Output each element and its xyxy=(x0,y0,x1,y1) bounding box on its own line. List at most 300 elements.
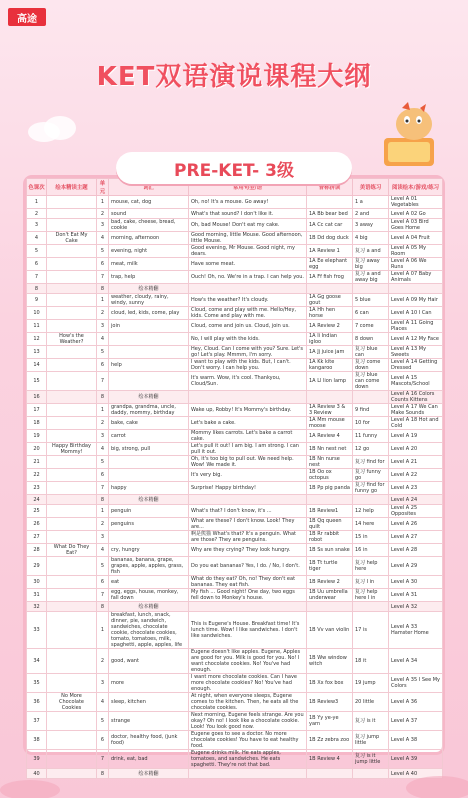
table-cell xyxy=(189,284,307,294)
table-cell xyxy=(47,391,97,404)
table-cell: 绘本精翻 xyxy=(109,602,189,612)
table-row xyxy=(27,495,443,505)
table-cell: Level A 30 xyxy=(389,576,443,589)
table-cell: Eugene drinks milk. He eats apples, tomatoes, and sandwiches. He eats spaghetti. They're not that bad. xyxy=(189,750,307,769)
table-cell: 1A Ee elephant egg xyxy=(307,258,353,271)
table-cell: bananas, banana, grape, grapes, apple, apples, grass, fish xyxy=(109,557,189,576)
table-cell: 复习 I in xyxy=(353,576,389,589)
table-cell xyxy=(47,284,97,294)
table-cell: 5 xyxy=(27,245,47,258)
table-cell xyxy=(47,505,97,518)
table-cell: Level A 23 xyxy=(389,482,443,495)
table-cell: 1B Zz zebra zoo xyxy=(307,731,353,750)
table-cell: 2 xyxy=(97,417,109,430)
table-cell xyxy=(47,576,97,589)
table-cell: Level A 39 xyxy=(389,750,443,769)
table-cell xyxy=(353,284,389,294)
table-cell xyxy=(47,320,97,333)
table-cell: Oh, no! It's a mouse. Go away! xyxy=(189,196,307,209)
table-cell: Level A 17 We Can Make Sounds xyxy=(389,404,443,417)
table-cell: 1B Yy ye-ye yarn xyxy=(307,712,353,731)
table-row xyxy=(27,557,443,576)
table-cell: 6 xyxy=(97,731,109,750)
table-cell: Level A 04 Fruit xyxy=(389,232,443,245)
table-row xyxy=(27,307,443,320)
table-cell: Level A 16 Colors Counts Kittens xyxy=(389,391,443,404)
table-cell: 2 xyxy=(97,649,109,674)
table-cell: 3 away xyxy=(353,219,389,232)
table-cell: Level A 12 My Face xyxy=(389,333,443,346)
table-cell: 1A Review 2 xyxy=(307,320,353,333)
table-cell: 10 for xyxy=(353,417,389,430)
table-cell: sound xyxy=(109,209,189,219)
table-cell: 啊是熊猫 What's that? It's a penguin. What are those? They are penguins. xyxy=(189,531,307,544)
table-row xyxy=(27,196,443,209)
table-cell xyxy=(353,495,389,505)
table-cell: Level A 21 xyxy=(389,456,443,469)
table-cell xyxy=(47,359,97,372)
table-cell: I want more chocolate cookies. Can I have more chocolate cookies? No! You've had enough. xyxy=(189,674,307,693)
table-row xyxy=(27,430,443,443)
table-cell: 27 xyxy=(27,531,47,544)
table-cell: 3 xyxy=(97,320,109,333)
table-cell: meat, milk xyxy=(109,258,189,271)
table-cell: 1B Nn nurse nest xyxy=(307,456,353,469)
table-cell xyxy=(47,294,97,307)
table-cell: 6 xyxy=(97,469,109,482)
table-cell: cry, hungry xyxy=(109,544,189,557)
curriculum-table xyxy=(26,178,443,779)
table-cell: 2 and xyxy=(353,209,389,219)
table-header: 音标拼读 xyxy=(307,179,353,196)
table-cell: eat xyxy=(109,576,189,589)
table-cell: 33 xyxy=(27,612,47,649)
table-cell: 绘本精翻 xyxy=(109,284,189,294)
table-cell: Level A 07 Baby Animals xyxy=(389,271,443,284)
table-cell: 1 xyxy=(97,612,109,649)
table-cell: 28 xyxy=(27,544,47,557)
table-cell: At night, when everyone sleeps, Eugene comes to the kitchen. Then, he eats all the chocolate cookies. xyxy=(189,693,307,712)
table-cell xyxy=(47,589,97,602)
table-cell: 5 xyxy=(97,712,109,731)
table-cell: 1A Mm mouse moose xyxy=(307,417,353,430)
table-cell: 绘本精翻 xyxy=(109,495,189,505)
table-cell: 26 xyxy=(27,518,47,531)
table-cell: 1B Review 2 xyxy=(307,576,353,589)
table-cell: 1 xyxy=(97,294,109,307)
page-title: KET双语演说课程大纲 xyxy=(96,62,372,92)
table-cell: Have some meat. xyxy=(189,258,307,271)
table-cell xyxy=(47,518,97,531)
table-cell: 1A Review 3 & 3 Review xyxy=(307,404,353,417)
table-row xyxy=(27,333,443,346)
table-cell: Level A 25 Opposites xyxy=(389,505,443,518)
table-cell: It's very big. xyxy=(189,469,307,482)
table-cell xyxy=(47,372,97,391)
table-cell: breakfast, lunch, snack, dinner, pie, sandwich, sandwiches, chocolate cookie, chocolate cookies, tomato, tomatoes, milk, spaghetti, apple, apples, life xyxy=(109,612,189,649)
table-cell: 6 xyxy=(27,258,47,271)
table-cell: Level A 35 I See My Colors xyxy=(389,674,443,693)
table-cell: join xyxy=(109,320,189,333)
table-cell xyxy=(47,482,97,495)
table-cell: This is Eugene's House. Breakfast time! It's lunch time. Wow! I like sandwiches. I don't like sandwiches. xyxy=(189,612,307,649)
table-cell: 30 xyxy=(27,576,47,589)
table-cell: 3 xyxy=(97,531,109,544)
table-cell: Good evening, Mr Mouse. Good night, my dears. xyxy=(189,245,307,258)
table-cell xyxy=(109,372,189,391)
table-cell: Level A 02 Go xyxy=(389,209,443,219)
table-row xyxy=(27,612,443,649)
table-cell: 31 xyxy=(27,589,47,602)
table-cell: 17 is xyxy=(353,612,389,649)
table-cell: 37 xyxy=(27,712,47,731)
table-cell: Oh, bad Mouse! Don't eat my cake. xyxy=(189,219,307,232)
table-cell: 8 xyxy=(97,602,109,612)
table-cell: bad, cake, cheese, bread, cookie xyxy=(109,219,189,232)
table-cell: 6 can xyxy=(353,307,389,320)
table-cell: 15 in xyxy=(353,531,389,544)
table-cell: doctor, healthy food, (junk food) xyxy=(109,731,189,750)
table-cell: mouse, cat, dog xyxy=(109,196,189,209)
table-cell xyxy=(47,495,97,505)
table-cell: 1B Vv van violin xyxy=(307,612,353,649)
table-cell: Level A 34 xyxy=(389,649,443,674)
table-cell: Cloud, come and join us. Cloud, join us. xyxy=(189,320,307,333)
table-cell xyxy=(307,602,353,612)
table-cell xyxy=(353,602,389,612)
table-cell: 4 xyxy=(97,232,109,245)
table-cell: 4 xyxy=(97,443,109,456)
table-cell xyxy=(47,649,97,674)
table-row xyxy=(27,518,443,531)
cloud-decoration-icon xyxy=(24,110,84,146)
table-row xyxy=(27,456,443,469)
table-cell: egg, eggs, house, monkey, fall down xyxy=(109,589,189,602)
table-cell: 5 xyxy=(97,346,109,359)
table-cell: 20 xyxy=(27,443,47,456)
table-cell: evening, night xyxy=(109,245,189,258)
table-cell: 38 xyxy=(27,731,47,750)
table-cell: 复习 away big xyxy=(353,258,389,271)
table-cell: Mommy likes carrots. Let's bake a carrot cake. xyxy=(189,430,307,443)
table-cell: 8 xyxy=(97,495,109,505)
table-row xyxy=(27,443,443,456)
table-cell xyxy=(47,602,97,612)
table-cell: 34 xyxy=(27,649,47,674)
table-cell: Eugene goes to see a doctor. No more chocolate cookies! You have to eat healthy food. xyxy=(189,731,307,750)
table-cell xyxy=(47,209,97,219)
table-cell: 复习 a and away big xyxy=(353,271,389,284)
table-cell: 16 in xyxy=(353,544,389,557)
table-cell xyxy=(47,531,97,544)
table-cell: 2 xyxy=(27,209,47,219)
table-cell: 12 xyxy=(27,333,47,346)
table-cell: 14 xyxy=(27,359,47,372)
table-cell: 1 xyxy=(97,404,109,417)
table-row xyxy=(27,391,443,404)
table-cell xyxy=(47,469,97,482)
table-cell xyxy=(47,417,97,430)
table-cell: It's warm. Wow, it's cool. Thankyou, Cloud/Sun. xyxy=(189,372,307,391)
table-cell: 1A Review 1 xyxy=(307,245,353,258)
table-cell: 3 xyxy=(97,674,109,693)
table-cell xyxy=(307,284,353,294)
table-cell: 1A Kk kite kangaroo xyxy=(307,359,353,372)
table-cell: Ouch! Oh, no. We're in a trap. I can help you. xyxy=(189,271,307,284)
table-cell: How's the Weather? xyxy=(47,333,97,346)
table-cell: Level A 32 xyxy=(389,602,443,612)
table-cell: 1A Ll lion lamp xyxy=(307,372,353,391)
table-cell: 21 xyxy=(27,456,47,469)
table-cell: 18 it xyxy=(353,649,389,674)
table-row xyxy=(27,219,443,232)
table-cell: penguin xyxy=(109,505,189,518)
table-row xyxy=(27,649,443,674)
table-cell xyxy=(189,602,307,612)
table-cell: 1B Ss sun snake xyxy=(307,544,353,557)
table-cell: 复习 blue can come down xyxy=(353,372,389,391)
table-cell xyxy=(47,346,97,359)
table-cell: sleep, kitchen xyxy=(109,693,189,712)
table-cell: 1B Review3 xyxy=(307,693,353,712)
table-cell: grandpa, grandma, uncle, daddy, mommy, birthday xyxy=(109,404,189,417)
table-cell: 4 xyxy=(97,693,109,712)
table-cell: 11 xyxy=(27,320,47,333)
table-cell: 23 xyxy=(27,482,47,495)
table-cell: Level A 14 Getting Dressed xyxy=(389,359,443,372)
table-row xyxy=(27,544,443,557)
table-row xyxy=(27,271,443,284)
table-cell: 7 xyxy=(97,482,109,495)
table-cell: 1B Oo ox octopus xyxy=(307,469,353,482)
table-cell xyxy=(47,557,97,576)
table-row xyxy=(27,602,443,612)
horse-mascot-icon xyxy=(374,100,448,170)
table-cell: 1A Bb bear bed xyxy=(307,209,353,219)
table-cell: good, want xyxy=(109,649,189,674)
table-cell: 17 xyxy=(27,404,47,417)
table-row xyxy=(27,505,443,518)
table-cell: 1 a xyxy=(353,196,389,209)
table-cell: Hey, Cloud. Can I come with you? Sure. Let's go! Let's play. Mmmm, I'm sorry. xyxy=(189,346,307,359)
table-row xyxy=(27,693,443,712)
table-cell: 1B Dd dog duck xyxy=(307,232,353,245)
table-cell: Level A 09 My Hair xyxy=(389,294,443,307)
table-cell: 12 help xyxy=(353,505,389,518)
table-cell: 1B Pp pig panda xyxy=(307,482,353,495)
table-row xyxy=(27,245,443,258)
table-cell: 4 xyxy=(97,544,109,557)
table-cell xyxy=(307,196,353,209)
table-row xyxy=(27,372,443,391)
table-cell: 7 xyxy=(97,750,109,769)
table-cell: 1B Xx fox box xyxy=(307,674,353,693)
table-header: 常用句型/语 xyxy=(189,179,307,196)
table-cell: 14 here xyxy=(353,518,389,531)
table-cell: happy xyxy=(109,482,189,495)
table-cell: 5 xyxy=(97,456,109,469)
table-cell: trap, help xyxy=(109,271,189,284)
table-cell: 35 xyxy=(27,674,47,693)
table-cell xyxy=(47,258,97,271)
table-cell: What's that? I don't know, it's ... xyxy=(189,505,307,518)
table-cell xyxy=(47,245,97,258)
table-cell: Don't Eat My Cake xyxy=(47,232,97,245)
table-cell: Level A 37 xyxy=(389,712,443,731)
table-cell: bake, cake xyxy=(109,417,189,430)
table-cell: Level A 36 xyxy=(389,693,443,712)
table-cell: 2 xyxy=(97,209,109,219)
table-cell: 1A Hh hen horse xyxy=(307,307,353,320)
table-row xyxy=(27,589,443,602)
table-cell: 25 xyxy=(27,505,47,518)
table-cell xyxy=(307,495,353,505)
table-cell: 6 xyxy=(97,258,109,271)
table-row xyxy=(27,284,443,294)
table-cell: Level A 19 xyxy=(389,430,443,443)
table-cell xyxy=(47,430,97,443)
table-cell: 绘本精翻 xyxy=(109,391,189,404)
table-cell: morning, afternoon xyxy=(109,232,189,245)
table-cell: 复习 funny go xyxy=(353,469,389,482)
table-cell: Why are they crying? They look hungry. xyxy=(189,544,307,557)
table-cell: Level A 15 Mascots/School xyxy=(389,372,443,391)
table-cell: strange xyxy=(109,712,189,731)
table-cell: 1A Review 4 xyxy=(307,430,353,443)
table-cell xyxy=(189,495,307,505)
table-cell xyxy=(47,612,97,649)
table-cell: No, I will play with the kids. xyxy=(189,333,307,346)
table-cell xyxy=(47,712,97,731)
table-row xyxy=(27,258,443,271)
table-cell: 1 xyxy=(27,196,47,209)
table-cell: 1A Ff fish frog xyxy=(307,271,353,284)
table-cell: Level A 11 Going Places xyxy=(389,320,443,333)
table-cell: 9 find xyxy=(353,404,389,417)
table-cell: 7 xyxy=(27,271,47,284)
table-cell: Level A 22 xyxy=(389,469,443,482)
brand-logo: 高途 xyxy=(8,8,46,26)
table-cell xyxy=(47,404,97,417)
table-cell: 13 xyxy=(27,346,47,359)
table-cell: 20 little xyxy=(353,693,389,712)
table-cell: What Do They Eat? xyxy=(47,544,97,557)
table-cell: 1A Cc cat car xyxy=(307,219,353,232)
table-cell: 1B Uu umbrella underwear xyxy=(307,589,353,602)
table-cell: 3 xyxy=(97,430,109,443)
table-cell: Eugene doesn't like apples. Eugene, Apples are good for you. Milk is good for you. No! I want chocolate cookies. No! You've had enough. xyxy=(189,649,307,674)
table-cell: 复习 find for funny go xyxy=(353,482,389,495)
table-row xyxy=(27,417,443,430)
table-cell: 40 xyxy=(27,769,47,779)
table-cell: 16 xyxy=(27,391,47,404)
table-header: 色课次 xyxy=(27,179,47,196)
table-cell: 2 xyxy=(97,518,109,531)
table-cell: 复习 is it xyxy=(353,712,389,731)
table-cell: Level A 33 Hamster Home xyxy=(389,612,443,649)
table-cell xyxy=(189,391,307,404)
table-cell: 15 xyxy=(27,372,47,391)
table-cell: 1B Rr rabbit robot xyxy=(307,531,353,544)
table-cell: 复习 jump little xyxy=(353,731,389,750)
table-cell: 复习 is it jump little xyxy=(353,750,389,769)
table-cell: 复习 help here xyxy=(353,557,389,576)
table-cell: 7 xyxy=(97,589,109,602)
table-row xyxy=(27,576,443,589)
table-cell: Level A 06 We Runs xyxy=(389,258,443,271)
table-cell: 19 xyxy=(27,430,47,443)
table-cell: 2 xyxy=(97,307,109,320)
table-cell: 5 xyxy=(97,245,109,258)
table-cell: I want to play with the kids. But, I can't. Don't worry. I can help you. xyxy=(189,359,307,372)
table-row xyxy=(27,320,443,333)
table-cell: Level A 26 xyxy=(389,518,443,531)
table-cell: Level A 01 Vegetables xyxy=(389,196,443,209)
table-cell: 6 xyxy=(97,359,109,372)
table-cell: Level A 40 xyxy=(389,769,443,779)
table-row xyxy=(27,469,443,482)
table-cell: 复习 find for xyxy=(353,456,389,469)
table-cell: 绘本精翻 xyxy=(109,769,189,779)
table-cell: Level A 18 Hot and Cold xyxy=(389,417,443,430)
table-cell: Level A 38 xyxy=(389,731,443,750)
table-cell: 7 xyxy=(97,372,109,391)
table-cell xyxy=(47,271,97,284)
table-cell: Good morning, little Mouse. Good afternoon, little Mouse. xyxy=(189,232,307,245)
table-cell: 39 xyxy=(27,750,47,769)
table-cell: 7 xyxy=(97,271,109,284)
table-row xyxy=(27,346,443,359)
table-cell: 复习 come down xyxy=(353,359,389,372)
table-cell: 1B Review 4 xyxy=(307,750,353,769)
table-row xyxy=(27,404,443,417)
table-cell: weather, cloudy, rainy, windy, sunny xyxy=(109,294,189,307)
table-cell xyxy=(47,307,97,320)
table-cell: 6 xyxy=(97,576,109,589)
table-cell xyxy=(47,674,97,693)
table-cell: Level A 10 I Can xyxy=(389,307,443,320)
table-cell: No More Chocolate Cookies xyxy=(47,693,97,712)
table-cell xyxy=(109,469,189,482)
table-cell: Level A 28 xyxy=(389,544,443,557)
table-cell: Level A 05 My Room xyxy=(389,245,443,258)
table-cell: 复习 help here I in xyxy=(353,589,389,602)
table-cell: Let's bake a cake. xyxy=(189,417,307,430)
table-header: 单元 xyxy=(97,179,109,196)
table-cell xyxy=(353,391,389,404)
table-cell: 11 funny xyxy=(353,430,389,443)
table-cell xyxy=(109,456,189,469)
table-cell: 7 come xyxy=(353,320,389,333)
level-banner: PRE-KET- 3级 xyxy=(116,152,352,184)
table-cell xyxy=(47,219,97,232)
table-cell: Level A 20 xyxy=(389,443,443,456)
table-header: 美语练习 xyxy=(353,179,389,196)
table-cell: 19 jump xyxy=(353,674,389,693)
table-row xyxy=(27,294,443,307)
table-cell: 1B Review1 xyxy=(307,505,353,518)
table-row xyxy=(27,674,443,693)
table-cell: What are these? I don't know. Look! They are... xyxy=(189,518,307,531)
table-cell: 32 xyxy=(27,602,47,612)
table-cell: Wake up, Robby! It's Mommy's birthday. xyxy=(189,404,307,417)
table-cell: Do you eat bananas? Yes, I do. / No, I don't. xyxy=(189,557,307,576)
table-cell: 9 xyxy=(27,294,47,307)
table-cell: cloud, led, kids, come, play xyxy=(109,307,189,320)
table-cell: What do they eat? Oh, no! They don't eat bananas. They eat fish. xyxy=(189,576,307,589)
table-cell xyxy=(307,391,353,404)
table-cell: Level A 03 Bird Goes Home xyxy=(389,219,443,232)
